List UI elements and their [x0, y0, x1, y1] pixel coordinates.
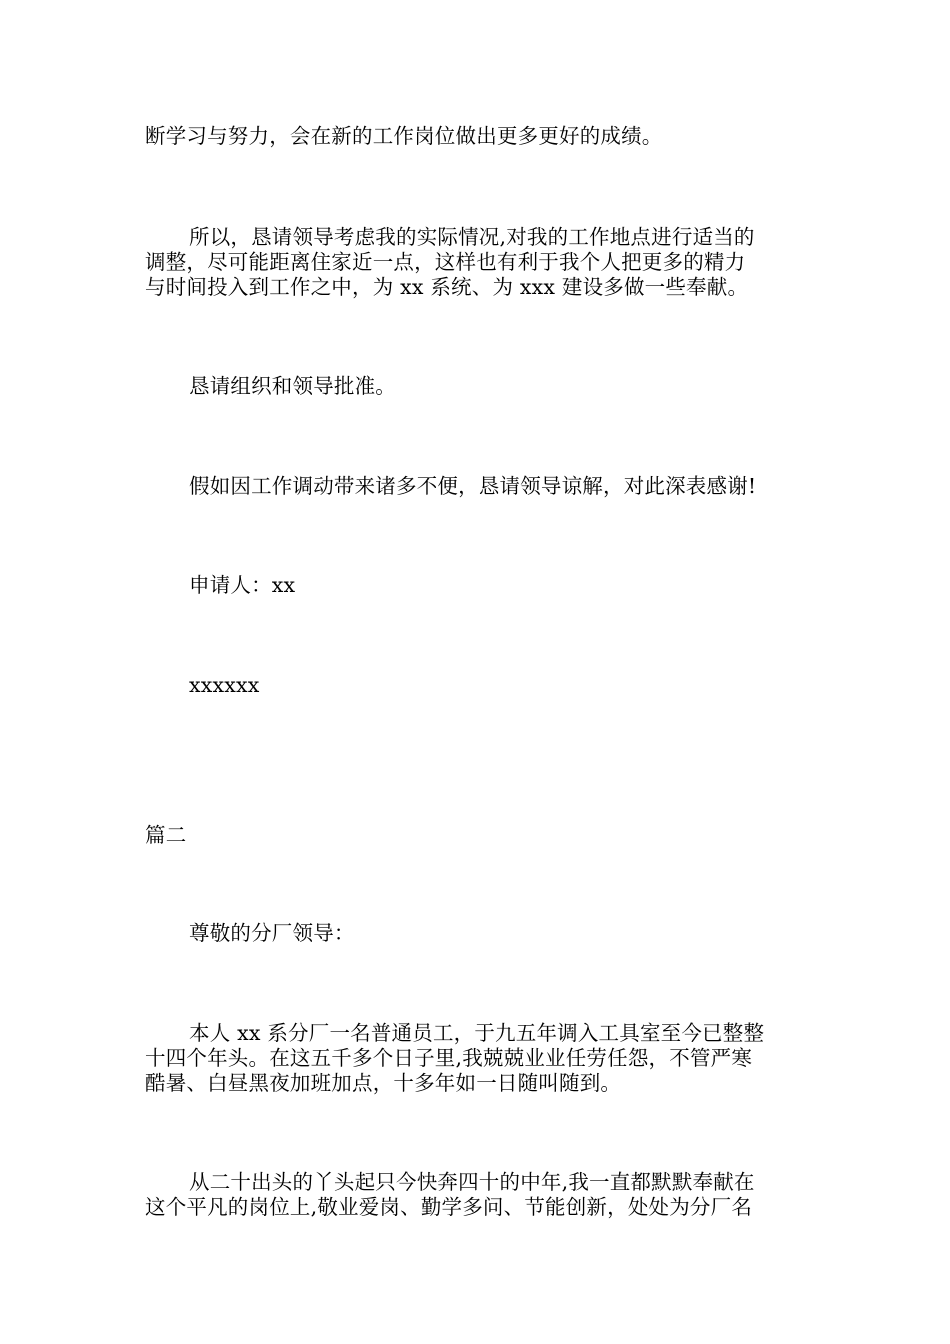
paragraph-self-introduction	[145, 1021, 805, 1096]
signature-date	[145, 673, 805, 698]
paragraph-continuation	[145, 124, 805, 149]
text-line: 与时间投入到工作之中，为 xx 系统、为 xxx 建设多做一些奉献。	[145, 275, 749, 299]
paragraph-thanks	[145, 474, 805, 499]
text-line: 恳请组织和领导批准。	[189, 374, 396, 398]
paragraph-dedication	[145, 1170, 805, 1220]
paragraph-request-adjustment	[145, 225, 805, 300]
text-line: 假如因工作调动带来诸多不便，恳请领导谅解，对此深表感谢!	[189, 474, 757, 498]
text-line: 本人 xx 系分厂一名普通员工，于九五年调入工具室至今已整整	[189, 1021, 765, 1045]
salutation	[145, 921, 805, 946]
text-line: 十四个年头。在这五千多个日子里,我兢兢业业任劳任怨，不管严寒	[145, 1046, 753, 1070]
section-heading	[145, 823, 805, 848]
text-line: 尊敬的分厂领导：	[189, 921, 355, 945]
text-line: 申请人：xx	[189, 573, 296, 597]
text-line: 篇二	[145, 823, 187, 847]
text-line: 调整，尽可能距离住家近一点，这样也有利于我个人把更多的精力	[145, 250, 746, 274]
applicant-signature	[145, 573, 805, 598]
paragraph-approval-request	[145, 374, 805, 399]
text-line: 酷暑、白昼黑夜加班加点，十多年如一日随叫随到。	[145, 1071, 622, 1095]
text-line: 所以，恳请领导考虑我的实际情况,对我的工作地点进行适当的	[189, 225, 755, 249]
text-line: 从二十出头的丫头起只今快奔四十的中年,我一直都默默奉献在	[189, 1170, 755, 1194]
text-line: 断学习与努力，会在新的工作岗位做出更多更好的成绩。	[145, 124, 663, 148]
text-line: 这个平凡的岗位上,敬业爱岗、勤学多问、节能创新，处处为分厂名	[145, 1195, 753, 1219]
text-line: xxxxxx	[189, 673, 260, 697]
